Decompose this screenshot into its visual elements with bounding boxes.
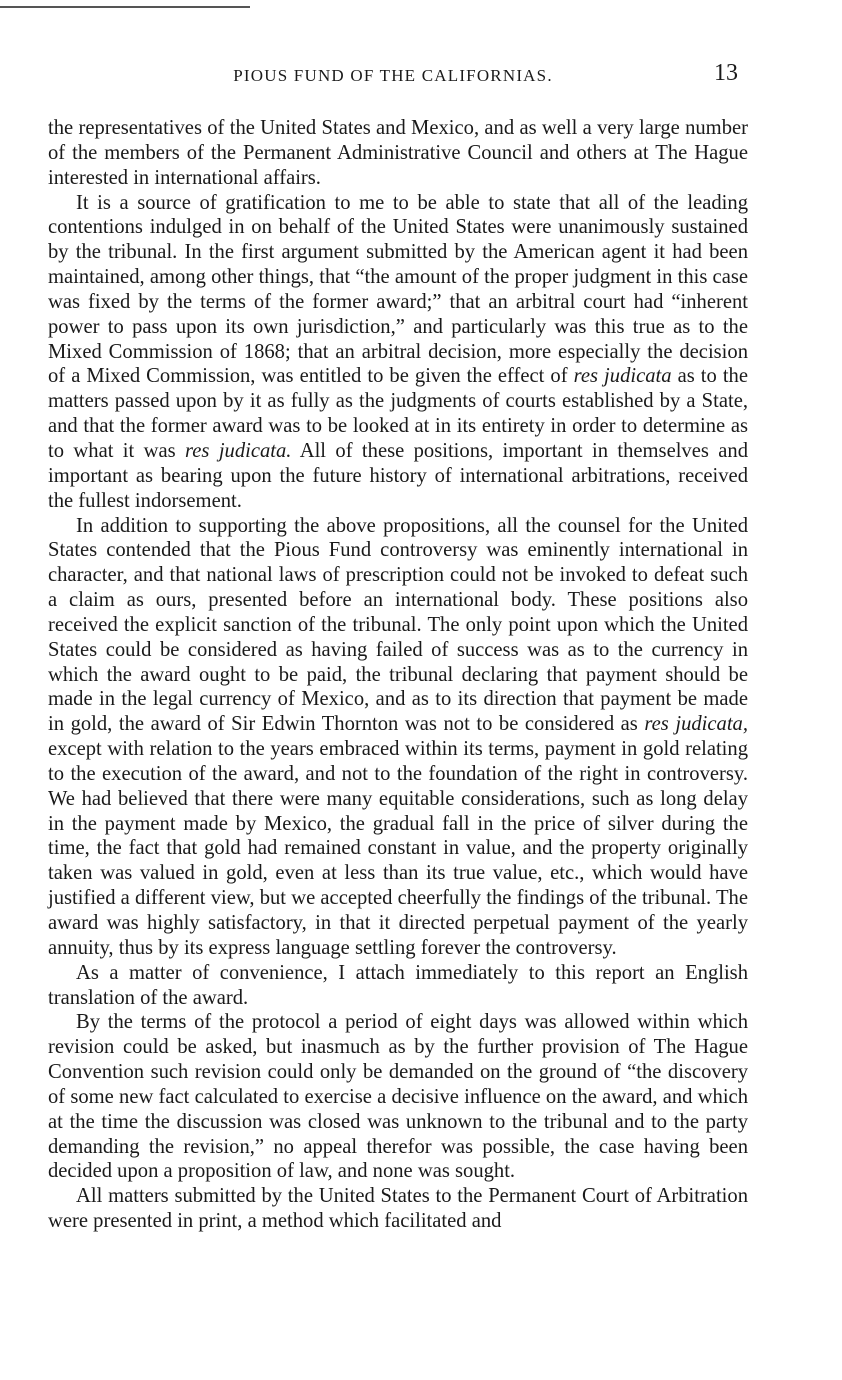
paragraph [48, 961, 748, 1011]
text-run: except with relation to the years embraced within its terms, payment in gold relating to the execution of the award, and not to the foundation of the right in controversy. We had believed that there were many equitable considerations, such as long delay in the payment made by Mexico, the gradual fall in the price of silver during the time, the fact that gold had remained constant in value, and the property originally taken was valued in gold, even at less than its true value, etc., which would have justified a different view, but we accepted cheerfully the findings of the tribunal. The award was highly satisfactory, in that it directed perpetual payment of the yearly annuity, thus by its express language settling forever the controversy. [48, 738, 748, 959]
top-rule [0, 6, 250, 8]
body-text [48, 116, 748, 1234]
paragraph [48, 514, 748, 961]
text-run: By the terms of the protocol a period of eight days was allowed within which revision could be asked, but inasmuch as by the further provision of The Hague Convention such revision could only be demanded on the ground of “the discovery of some new fact calculated to exercise a decisive influence on the award, and which at the time the discussion was closed was unknown to the tribunal and to the party demanding the revision,” no appeal therefor was possible, the case having been decided upon a proposition of law, and none was sought. [48, 1011, 748, 1183]
italic-term: res judicata. [185, 439, 292, 462]
paragraph [48, 1184, 748, 1234]
text-run: In addition to supporting the above propositions, all the counsel for the United States contended that the Pious Fund controversy was eminently international in character, and that national laws of prescription could not be invoked to defeat such a claim as ours, presented before an international body. These positions also received the explicit sanction of the tribunal. The only point upon which the United States could be considered as having failed of success was as to the currency in which the award ought to be paid, the tribunal declaring that payment should be made in the legal currency of Mexico, and as to its direction that payment be made in gold, the award of Sir Edwin Thornton was not to be considered as [48, 514, 748, 736]
text-run: As a matter of convenience, I attach immediately to this report an English translation of the award. [48, 961, 748, 1009]
text-run: as to the matters passed upon by it as fully as the judgments of courts established by a State, and that the former award was to be looked at in its entirety in order to determine as to what it was [48, 365, 748, 462]
text-run: the representatives of the United States and Mexico, and as well a very large number of the members of the Permanent Administrative Council and others at The Hague interested in international affairs. [48, 117, 748, 189]
page-number: 13 [714, 60, 738, 86]
text-run: All matters submitted by the United States to the Permanent Court of Arbitration were presented in print, a method which facilitated and [48, 1185, 748, 1233]
paragraph [48, 191, 748, 514]
italic-term: res judicata, [644, 713, 748, 736]
italic-term: res judicata [573, 365, 672, 388]
page-header [48, 60, 738, 94]
text-run: All of these positions, important in themselves and important as bearing upon the future history of international arbitrations, received the fullest indorsement. [48, 439, 748, 512]
running-head: PIOUS FUND OF THE CALIFORNIAS. [233, 66, 553, 85]
text-run: It is a source of gratification to me to be able to state that all of the leading contentions indulged in on behalf of the United States were unanimously sustained by the tribunal. In the first argument submitted by the American agent it had been maintained, among other things, that “the amount of the proper judgment in this case was fixed by the terms of the former award;” that an arbitral court had “inherent power to pass upon its own jurisdiction,” and particularly was this true as to the Mixed Commission of 1868; that an arbitral decision, more especially the decision of a Mixed Commission, was entitled to be given the effect of [48, 191, 748, 388]
paragraph [48, 1010, 748, 1184]
paragraph [48, 116, 748, 191]
